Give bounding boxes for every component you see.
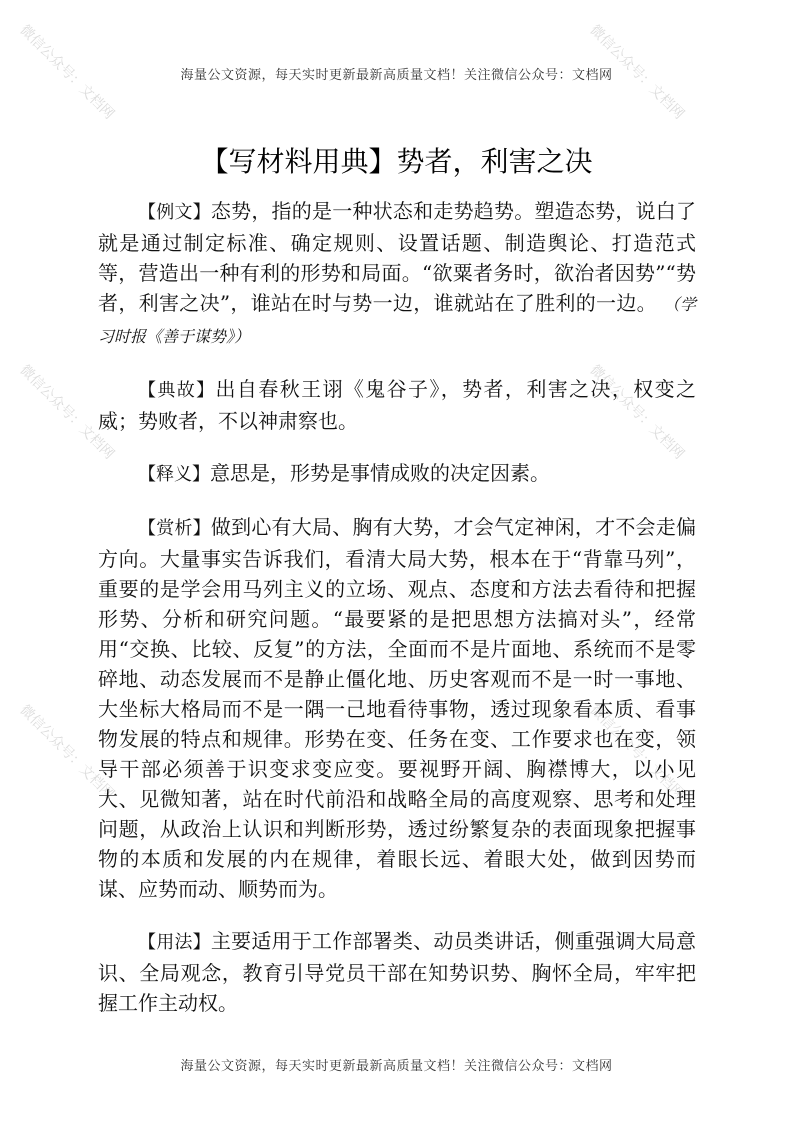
page-title: 【写材料用典】势者，利害之决 (200, 145, 593, 178)
section-tag: 【用法】 (138, 932, 211, 953)
paragraph-text: 意思是，形势是事情成败的决定因素。 (210, 461, 550, 485)
section-tag: 【赏析】 (138, 518, 211, 539)
watermark: 微信公众号：文档网 (16, 702, 117, 803)
paragraph-text: 主要适用于工作部署类、动员类讲话，侧重强调大局意识、全局观念，教育引导党员干部在知势识势、胸怀全局，牢牢把握工作主动权。 (98, 929, 697, 1015)
paragraph-usage (98, 926, 696, 1018)
paragraph-example (98, 196, 696, 352)
section-tag: 【例文】 (138, 202, 211, 223)
footer-note: 海量公文资源，每天实时更新最新高质量文档！关注微信公众号：文档网 (180, 1059, 613, 1074)
paragraph-text: 做到心有大局、胸有大势，才会气定神闲，才不会走偏方向。大量事实告诉我们，看清大局大势，根本在于“背靠马列”，重要的是学会用马列主义的立场、观点、态度和方法去看待和把握形势、分析和研究问题。“最要紧的是把思想方法搞对头”，经常用“交换、比较、反复”的方法，全面而不是片面地、系统而不是零碎地、动态发展而不是静止僵化地、历史客观而不是一时一事地、大坐标大格局而不是一隅一己地看待事物，透过现象看本质、看事物发展的特点和规律。形势在变、任务在变、工作要求也在变，领导干部必须善于识变求变应变。要视野开阔、胸襟博大，以小见大、见微知著，站在时代前沿和战略全局的高度观察、思考和处理问题，从政治上认识和判断形势，透过纷繁复杂的表面现象把握事物的本质和发展的内在规律，着眼长远、着眼大处，做到因势而谋、应势而动、顺势而为。 (98, 515, 697, 901)
watermark: 微信公众号：文档网 (586, 362, 687, 463)
section-tag: 【典故】 (138, 380, 216, 401)
source-citation: （学习时报《善于谋势》） (98, 295, 696, 346)
article-body (98, 196, 696, 1040)
paragraph-origin (98, 374, 696, 436)
paragraph-analysis (98, 512, 696, 904)
paragraph-text: 态势，指的是一种状态和走势趋势。塑造态势，说白了就是通过制定标准、确定规则、设置话题、制造舆论、打造范式等，营造出一种有利的形势和局面。“欲粟者务时，欲治者因势”“势者，利害之决”，谁站在时与势一边，谁就站在了胜利的一边。 (98, 199, 697, 315)
header-note: 海量公文资源，每天实时更新最新高质量文档！关注微信公众号：文档网 (180, 68, 613, 83)
watermark: 微信公众号：文档网 (586, 702, 687, 803)
section-tag: 【释义】 (138, 464, 210, 485)
watermark: 微信公众号：文档网 (16, 22, 117, 123)
watermark: 微信公众号：文档网 (586, 22, 687, 123)
paragraph-meaning (98, 458, 696, 490)
watermark: 微信公众号：文档网 (16, 362, 117, 463)
paragraph-text: 出自春秋王诩《鬼谷子》，势者，利害之决，权变之威；势败者，不以神肃察也。 (98, 377, 697, 433)
